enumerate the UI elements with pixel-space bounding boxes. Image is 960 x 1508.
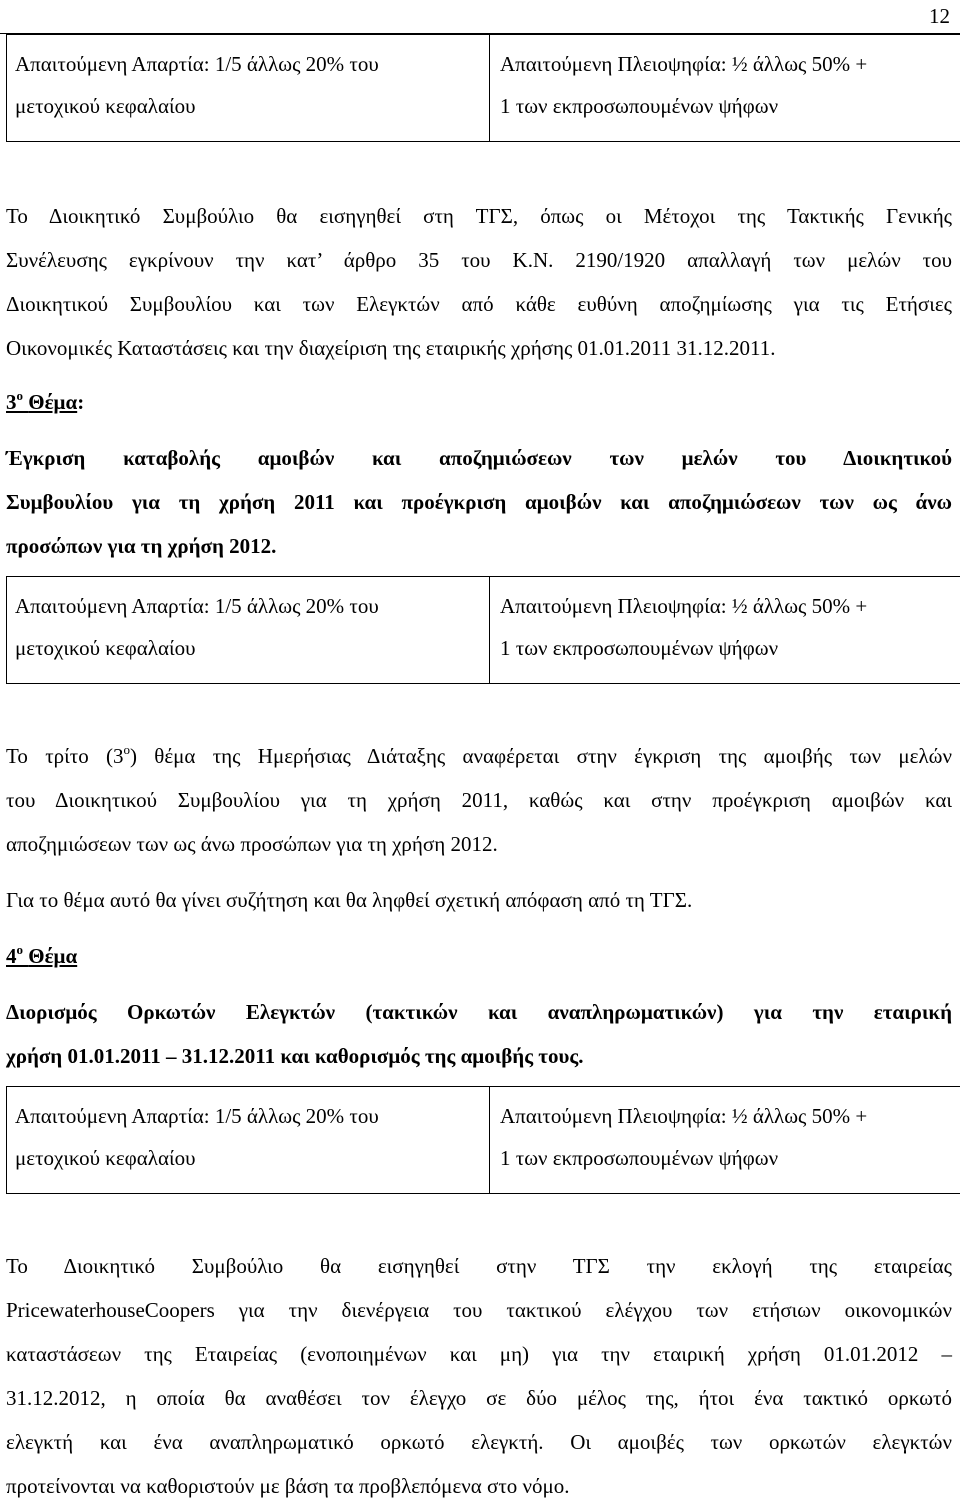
body-text: Το τρίτο (3 bbox=[6, 744, 124, 768]
paragraph-line: αποζημιώσεων των ως άνω προσώπων για τη χρήση 2012. bbox=[6, 822, 952, 866]
paragraph-line: Για το θέμα αυτό θα γίνει συζήτηση και θα ληφθεί σχετική απόφαση από τη ΤΓΣ. bbox=[6, 878, 952, 922]
item-number: 3 bbox=[6, 390, 17, 414]
requirements-table-1 bbox=[6, 34, 960, 142]
item-label: Θέμα bbox=[28, 390, 77, 414]
item-4-heading bbox=[6, 934, 952, 978]
paragraph-line: Οικονομικές Καταστάσεις και την διαχείριση της εταιρικής χρήσης 01.01.2011 31.12.2011. bbox=[6, 326, 952, 370]
paragraph-line: PricewaterhouseCoopers για την διενέργεια του τακτικού ελέγχου των ετήσιων οικονομικών bbox=[6, 1288, 952, 1332]
paragraph-line: καταστάσεων της Εταιρείας (ενοποιημένων και μη) για την εταιρική χρήση 01.01.2012 – bbox=[6, 1332, 952, 1376]
majority-text: 1 των εκπροσωπουμένων ψήφων bbox=[500, 1137, 952, 1179]
quorum-text: Απαιτούμενη Απαρτία: 1/5 άλλως 20% του bbox=[15, 585, 481, 627]
majority-cell bbox=[490, 35, 960, 142]
heading-colon: : bbox=[77, 390, 84, 414]
ordinal-superscript: ο bbox=[17, 942, 24, 957]
item-3-title bbox=[6, 436, 952, 568]
title-line: Έγκριση καταβολής αμοιβών και αποζημιώσεων των μελών του Διοικητικού bbox=[6, 436, 952, 480]
quorum-text: Απαιτούμενη Απαρτία: 1/5 άλλως 20% του bbox=[15, 43, 481, 85]
page-number: 12 bbox=[929, 4, 950, 28]
ordinal-superscript: ο bbox=[124, 742, 131, 757]
item-number: 4 bbox=[6, 944, 17, 968]
quorum-cell bbox=[7, 577, 490, 684]
paragraph-line: Το Διοικητικό Συμβούλιο θα εισηγηθεί στην ΤΓΣ την εκλογή της εταιρείας bbox=[6, 1244, 952, 1288]
majority-cell bbox=[490, 1087, 960, 1194]
paragraph-line: Συνέλευσης εγκρίνουν την κατ’ άρθρο 35 του Κ.Ν. 2190/1920 απαλλαγή των μελών του bbox=[6, 238, 952, 282]
paragraph-line: του Διοικητικού Συμβουλίου για τη χρήση 2011, καθώς και στην προέγκριση αμοιβών και bbox=[6, 778, 952, 822]
majority-text: 1 των εκπροσωπουμένων ψήφων bbox=[500, 85, 952, 127]
paragraph-line: 31.12.2012, η οποία θα αναθέσει τον έλεγχο σε δύο μέλος της, ήτοι ένα τακτικό ορκωτό bbox=[6, 1376, 952, 1420]
item-3-decision-line bbox=[6, 878, 952, 922]
paragraph-line: Το Διοικητικό Συμβούλιο θα εισηγηθεί στη ΤΓΣ, όπως οι Μέτοχοι της Τακτικής Γενικής bbox=[6, 194, 952, 238]
body-text: ) θέμα της Ημερήσιας Διάταξης αναφέρεται στην έγκριση της αμοιβής των μελών bbox=[130, 744, 952, 768]
item-3-body bbox=[6, 734, 952, 866]
quorum-text: μετοχικού κεφαλαίου bbox=[15, 85, 481, 127]
paragraph-line: ελεγκτή και ένα αναπληρωματικό ορκωτό ελεγκτή. Οι αμοιβές των ορκωτών ελεγκτών bbox=[6, 1420, 952, 1464]
item-label: Θέμα bbox=[28, 944, 77, 968]
title-line: προσώπων για τη χρήση 2012. bbox=[6, 524, 952, 568]
majority-cell bbox=[490, 577, 960, 684]
quorum-cell bbox=[7, 1087, 490, 1194]
requirements-table-3 bbox=[6, 1086, 960, 1194]
title-line: Διορισμός Ορκωτών Ελεγκτών (τακτικών και αναπληρωματικών) για την εταιρική bbox=[6, 990, 952, 1034]
requirements-table-2 bbox=[6, 576, 960, 684]
majority-text: Απαιτούμενη Πλειοψηφία: ½ άλλως 50% + bbox=[500, 585, 952, 627]
item-3-heading bbox=[6, 380, 952, 424]
item-4-title bbox=[6, 990, 952, 1078]
discharge-paragraph bbox=[6, 194, 952, 370]
quorum-text: μετοχικού κεφαλαίου bbox=[15, 627, 481, 669]
quorum-text: Απαιτούμενη Απαρτία: 1/5 άλλως 20% του bbox=[15, 1095, 481, 1137]
ordinal-superscript: ο bbox=[17, 388, 24, 403]
title-line: Συμβουλίου για τη χρήση 2011 και προέγκριση αμοιβών και αποζημιώσεων των ως άνω bbox=[6, 480, 952, 524]
paragraph-line bbox=[6, 734, 952, 778]
title-line: χρήση 01.01.2011 – 31.12.2011 και καθορισμός της αμοιβής τους. bbox=[6, 1034, 952, 1078]
paragraph-line: προτείνονται να καθοριστούν με βάση τα προβλεπόμενα στο νόμο. bbox=[6, 1464, 952, 1508]
majority-text: Απαιτούμενη Πλειοψηφία: ½ άλλως 50% + bbox=[500, 1095, 952, 1137]
quorum-text: μετοχικού κεφαλαίου bbox=[15, 1137, 481, 1179]
item-4-body bbox=[6, 1244, 952, 1508]
majority-text: Απαιτούμενη Πλειοψηφία: ½ άλλως 50% + bbox=[500, 43, 952, 85]
paragraph-line: Διοικητικού Συμβουλίου και των Ελεγκτών από κάθε ευθύνη αποζημίωσης για τις Ετήσιες bbox=[6, 282, 952, 326]
majority-text: 1 των εκπροσωπουμένων ψήφων bbox=[500, 627, 952, 669]
quorum-cell bbox=[7, 35, 490, 142]
